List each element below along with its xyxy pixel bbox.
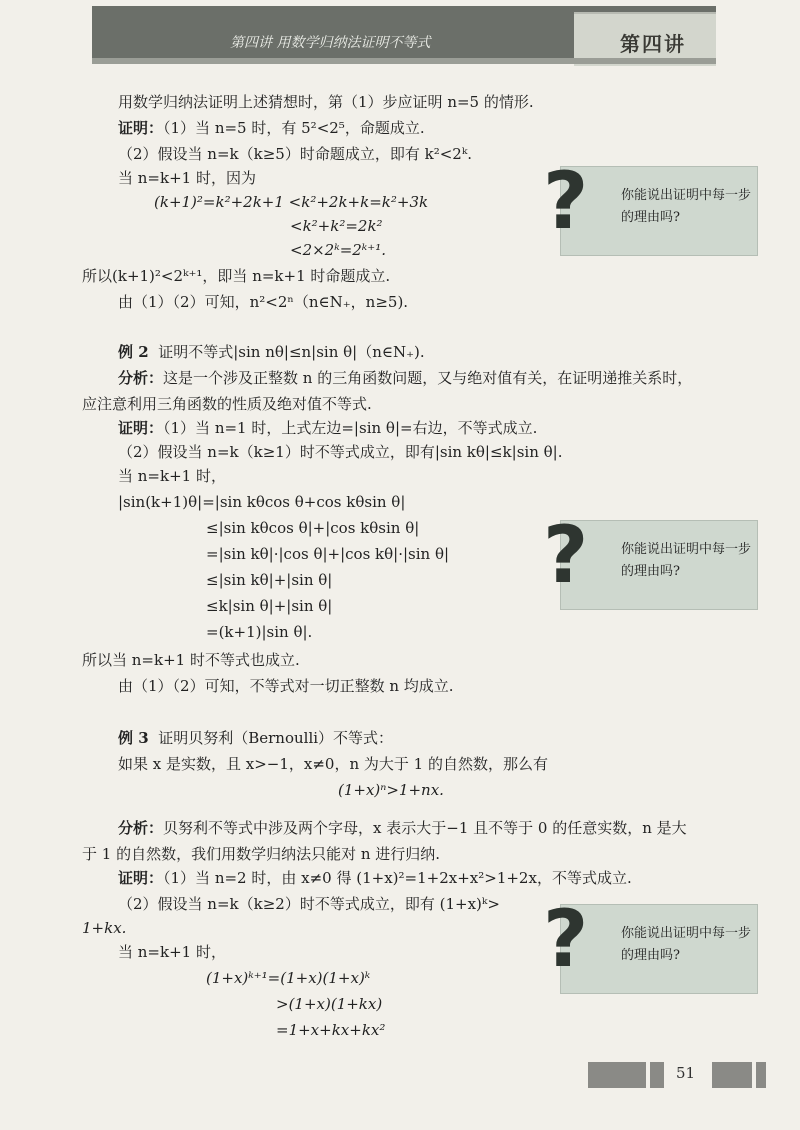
example-text: 证明不等式|sin nθ|≤n|sin θ|（n∈N₊). [158,343,425,361]
question-mark-icon: ? [543,157,589,247]
question-mark-icon: ? [543,895,589,985]
equation-line: ≤k|sin θ|+|sin θ| [206,597,333,615]
question-mark-icon: ? [543,511,589,601]
footer-bar [712,1062,752,1088]
text-line: 所以当 n=k+1 时不等式也成立. [82,651,300,669]
analysis-label: 分析： [118,369,164,387]
proof-label: 证明： [118,119,164,137]
equation-line: =1+x+kx+kx² [276,1021,386,1039]
margin-note-text: 你能说出证明中每一步的理由吗? [621,542,752,579]
equation-line: >(1+x)(1+kx) [276,995,383,1013]
text-line: （2）假设当 n=k（k≥1）时不等式成立，即有|sin kθ|≤k|sin θ|. [118,443,563,461]
equation-line: =|sin kθ|·|cos θ|+|cos kθ|·|sin θ| [206,545,450,563]
text-line: 由（1）（2）可知，不等式对一切正整数 n 均成立. [118,677,454,695]
margin-note [543,895,758,994]
text-line: （2）假设当 n=k（k≥5）时命题成立，即有 k²<2ᵏ. [118,145,473,163]
proof-label: 证明： [118,869,164,887]
page-number: 51 [676,1064,696,1082]
proof-line [118,418,537,438]
header-shadow [92,58,716,64]
example-heading [118,342,425,362]
text-line: 当 n=k+1 时， [118,467,226,485]
text-line: 于 1 的自然数，我们用数学归纳法只能对 n 进行归纳. [82,845,441,863]
example-heading [118,728,393,748]
text-line: 如果 x 是实数，且 x>−1，x≠0，n 为大于 1 的自然数，那么有 [118,755,548,773]
proof-step: （1）当 n=2 时，由 x≠0 得 (1+x)²=1+2x+x²>1+2x，不等式成立. [163,869,632,887]
equation-line: |sin(k+1)θ|=|sin kθcos θ+cos kθsin θ| [118,493,406,511]
text-line: （2）假设当 n=k（k≥2）时不等式成立，即有 (1+x)ᵏ> [118,895,500,913]
equation-line: (1+x)ᵏ⁺¹=(1+x)(1+x)ᵏ [206,969,371,987]
proof-step: （1）当 n=5 时，有 5²<2⁵，命题成立. [163,119,425,137]
margin-note-text: 你能说出证明中每一步的理由吗? [621,188,752,225]
margin-note [543,157,758,256]
analysis-line [118,818,687,838]
equation-line: <k²+k²=2k² [290,217,383,235]
text-line: 由（1）（2）可知，n²<2ⁿ（n∈N₊，n≥5). [118,293,409,311]
example-label: 例 3 [118,729,149,747]
text-line: 1+kx. [82,919,127,937]
proof-step: （1）当 n=1 时，上式左边=|sin θ|=右边，不等式成立. [163,419,538,437]
equation-line: (1+x)ⁿ>1+nx. [338,781,444,799]
footer-bar [588,1062,646,1088]
analysis-line [118,368,692,388]
equation-line: ≤|sin kθ|+|sin θ| [206,571,333,589]
text-line: 应注意利用三角函数的性质及绝对值不等式. [82,395,372,413]
chapter-title: 第四讲 用数学归纳法证明不等式 [230,35,431,51]
footer-bar [650,1062,664,1088]
margin-note [543,511,758,610]
chapter-tab-label: 第四讲 [620,32,686,56]
equation-line: (k+1)²=k²+2k+1 <k²+2k+k=k²+3k [154,193,429,211]
equation-line: =(k+1)|sin θ|. [206,623,313,641]
analysis-label: 分析： [118,819,164,837]
text-line: 用数学归纳法证明上述猜想时，第（1）步应证明 n=5 的情形. [118,93,534,111]
page-header [92,6,716,58]
proof-line [118,118,425,138]
proof-label: 证明： [118,419,164,437]
footer-bar [756,1062,766,1088]
equation-line: ≤|sin kθcos θ|+|cos kθsin θ| [206,519,420,537]
example-text: 证明贝努利（Bernoulli）不等式： [158,729,394,747]
proof-line [118,868,632,888]
equation-line: <2×2ᵏ=2ᵏ⁺¹. [290,241,386,259]
margin-note-text: 你能说出证明中每一步的理由吗? [621,926,752,963]
analysis-text: 这是一个涉及正整数 n 的三角函数问题，又与绝对值有关，在证明递推关系时， [163,369,693,387]
text-line: 当 n=k+1 时，因为 [118,169,256,187]
text-line: 所以(k+1)²<2ᵏ⁺¹，即当 n=k+1 时命题成立. [82,267,391,285]
analysis-text: 贝努利不等式中涉及两个字母，x 表示大于−1 且不等于 0 的任意实数，n 是大 [163,819,687,837]
text-line: 当 n=k+1 时， [118,943,226,961]
example-label: 例 2 [118,343,149,361]
